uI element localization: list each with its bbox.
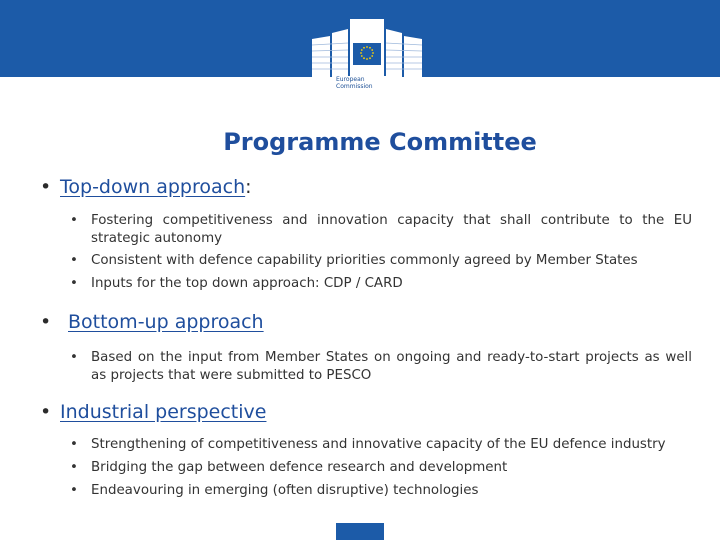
list-item: [70, 436, 692, 454]
list-item: [70, 275, 692, 293]
section-label: Bottom-up approach: [68, 311, 264, 333]
section-colon: :: [245, 176, 252, 198]
list-item: [70, 349, 692, 385]
footer-bar: [336, 523, 384, 540]
list-item-text: Fostering competitiveness and innovation capacity that shall contribute to the EU strategic autonomy: [91, 213, 692, 246]
list-bullet: •: [70, 437, 78, 452]
list-item-text: Strengthening of competitiveness and innovative capacity of the EU defence industry: [91, 437, 666, 452]
commission-building-icon: [312, 19, 422, 79]
section-heading-top-down: [40, 176, 252, 198]
section-bullet: •: [40, 401, 52, 423]
list-item: [70, 252, 692, 270]
section-bullet: •: [40, 311, 52, 333]
list-bullet: •: [70, 483, 78, 498]
logo-line-2: Commission: [336, 83, 373, 90]
list-item-text: Inputs for the top down approach: CDP / CARD: [91, 276, 403, 291]
logo-line-1: European: [336, 76, 365, 83]
list-bullet: •: [70, 213, 78, 228]
section-bullet: •: [40, 176, 52, 198]
list-item: [70, 459, 692, 477]
section-label: Top-down approach: [60, 176, 246, 198]
list-bullet: •: [70, 350, 78, 365]
list-item-text: Consistent with defence capability priorities commonly agreed by Member States: [91, 253, 638, 268]
logo-wordmark: [336, 76, 386, 98]
list-bullet: •: [70, 276, 78, 291]
list-item-text: Based on the input from Member States on ongoing and ready-to-start projects as well as projects that were submitted to PESCO: [91, 350, 692, 383]
list-item-text: Endeavouring in emerging (often disruptive) technologies: [91, 483, 479, 498]
list-item: [70, 212, 692, 248]
list-bullet: •: [70, 460, 78, 475]
list-bullet: •: [70, 253, 78, 268]
page-title: Programme Committee: [223, 128, 537, 156]
list-item: [70, 482, 692, 500]
list-item-text: Bridging the gap between defence research and development: [91, 460, 508, 475]
section-heading-bottom-up: [40, 311, 264, 333]
section-heading-industrial: [40, 401, 266, 423]
section-label: Industrial perspective: [60, 401, 267, 423]
